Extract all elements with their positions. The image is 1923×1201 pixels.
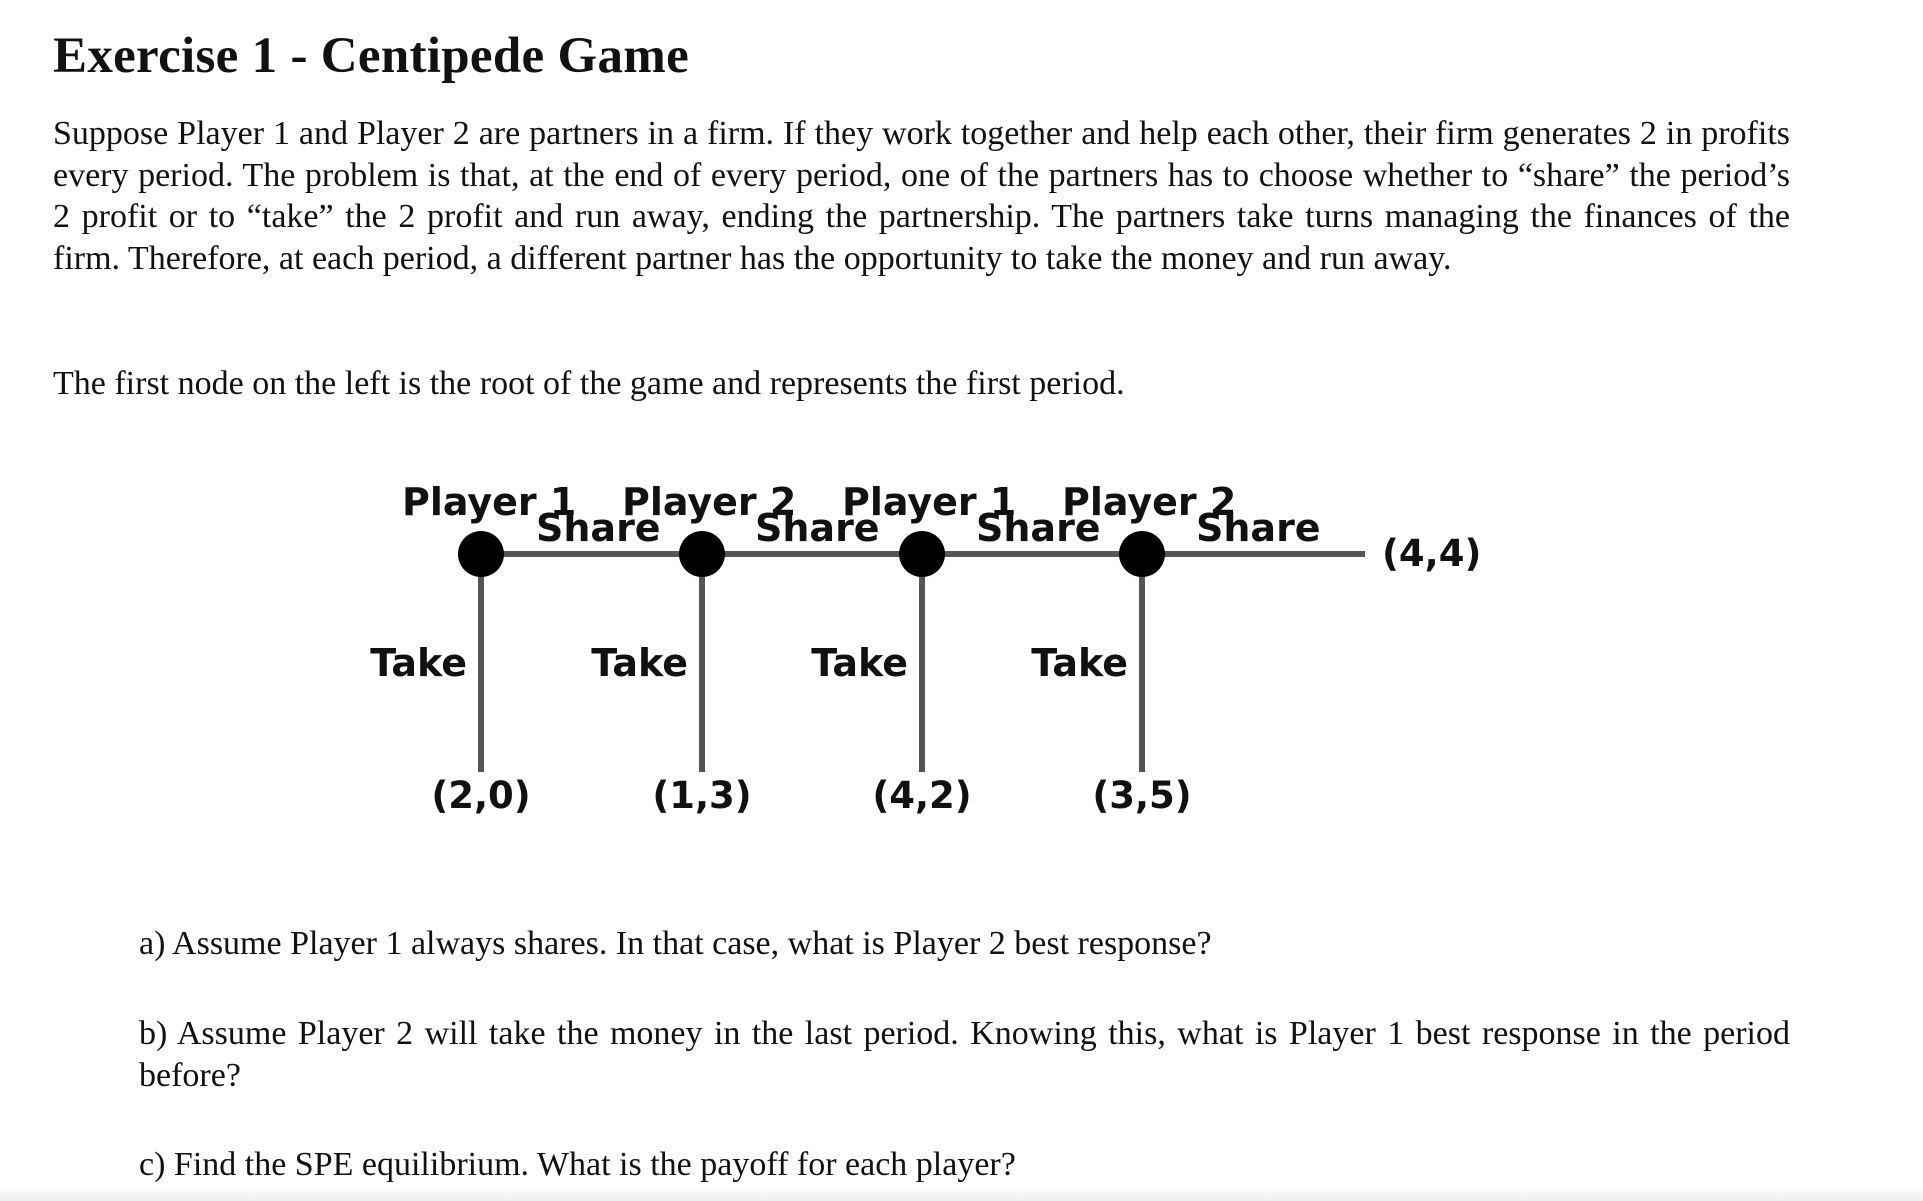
terminal-payoff: (4,4) bbox=[1382, 532, 1482, 575]
take-label-3: Take bbox=[811, 641, 908, 685]
decision-node-2 bbox=[679, 531, 725, 577]
decision-node-4 bbox=[1119, 531, 1165, 577]
player-label-4: Player 2 bbox=[1062, 480, 1237, 524]
take-payoff-2: (1,3) bbox=[652, 774, 752, 817]
share-label-1: Share bbox=[536, 506, 661, 550]
share-label-3: Share bbox=[976, 506, 1101, 550]
player-label-2: Player 2 bbox=[622, 480, 797, 524]
exercise-title: Exercise 1 - Centipede Game bbox=[53, 28, 690, 84]
player-label-1: Player 1 bbox=[402, 480, 577, 524]
take-payoff-3: (4,2) bbox=[872, 774, 972, 817]
player-label-3: Player 1 bbox=[842, 480, 1017, 524]
take-payoff-4: (3,5) bbox=[1092, 774, 1192, 817]
take-label-4: Take bbox=[1031, 641, 1128, 685]
take-payoff-1: (2,0) bbox=[431, 774, 531, 817]
decision-node-1 bbox=[458, 531, 504, 577]
share-label-2: Share bbox=[755, 506, 880, 550]
question-c: c) Find the SPE equilibrium. What is the payoff for each player? bbox=[139, 1146, 1016, 1183]
intro-paragraph: Suppose Player 1 and Player 2 are partners in a firm. If they work together and help each other, their firm generates 2 in profits every period. The problem is that, at the end of every period, one of the partners has to choose whether to “share” the period’s 2 profit or to “take” the 2 profit and run away, ending the partnership. The partners take turns managing the finances of the firm. Therefore, at each period, a different partner has the opportunity to take the money and run away. bbox=[53, 115, 1790, 277]
question-b: b) Assume Player 2 will take the money in the last period. Knowing this, what is Player 1 best response in the period before? bbox=[139, 1015, 1790, 1094]
share-label-4: Share bbox=[1196, 506, 1321, 550]
take-label-1: Take bbox=[370, 641, 467, 685]
root-note: The first node on the left is the root of the game and represents the first period. bbox=[53, 365, 1125, 402]
question-a: a) Assume Player 1 always shares. In that case, what is Player 2 best response? bbox=[139, 925, 1212, 962]
page-bottom-edge bbox=[0, 1187, 1923, 1201]
take-label-2: Take bbox=[591, 641, 688, 685]
decision-node-3 bbox=[899, 531, 945, 577]
